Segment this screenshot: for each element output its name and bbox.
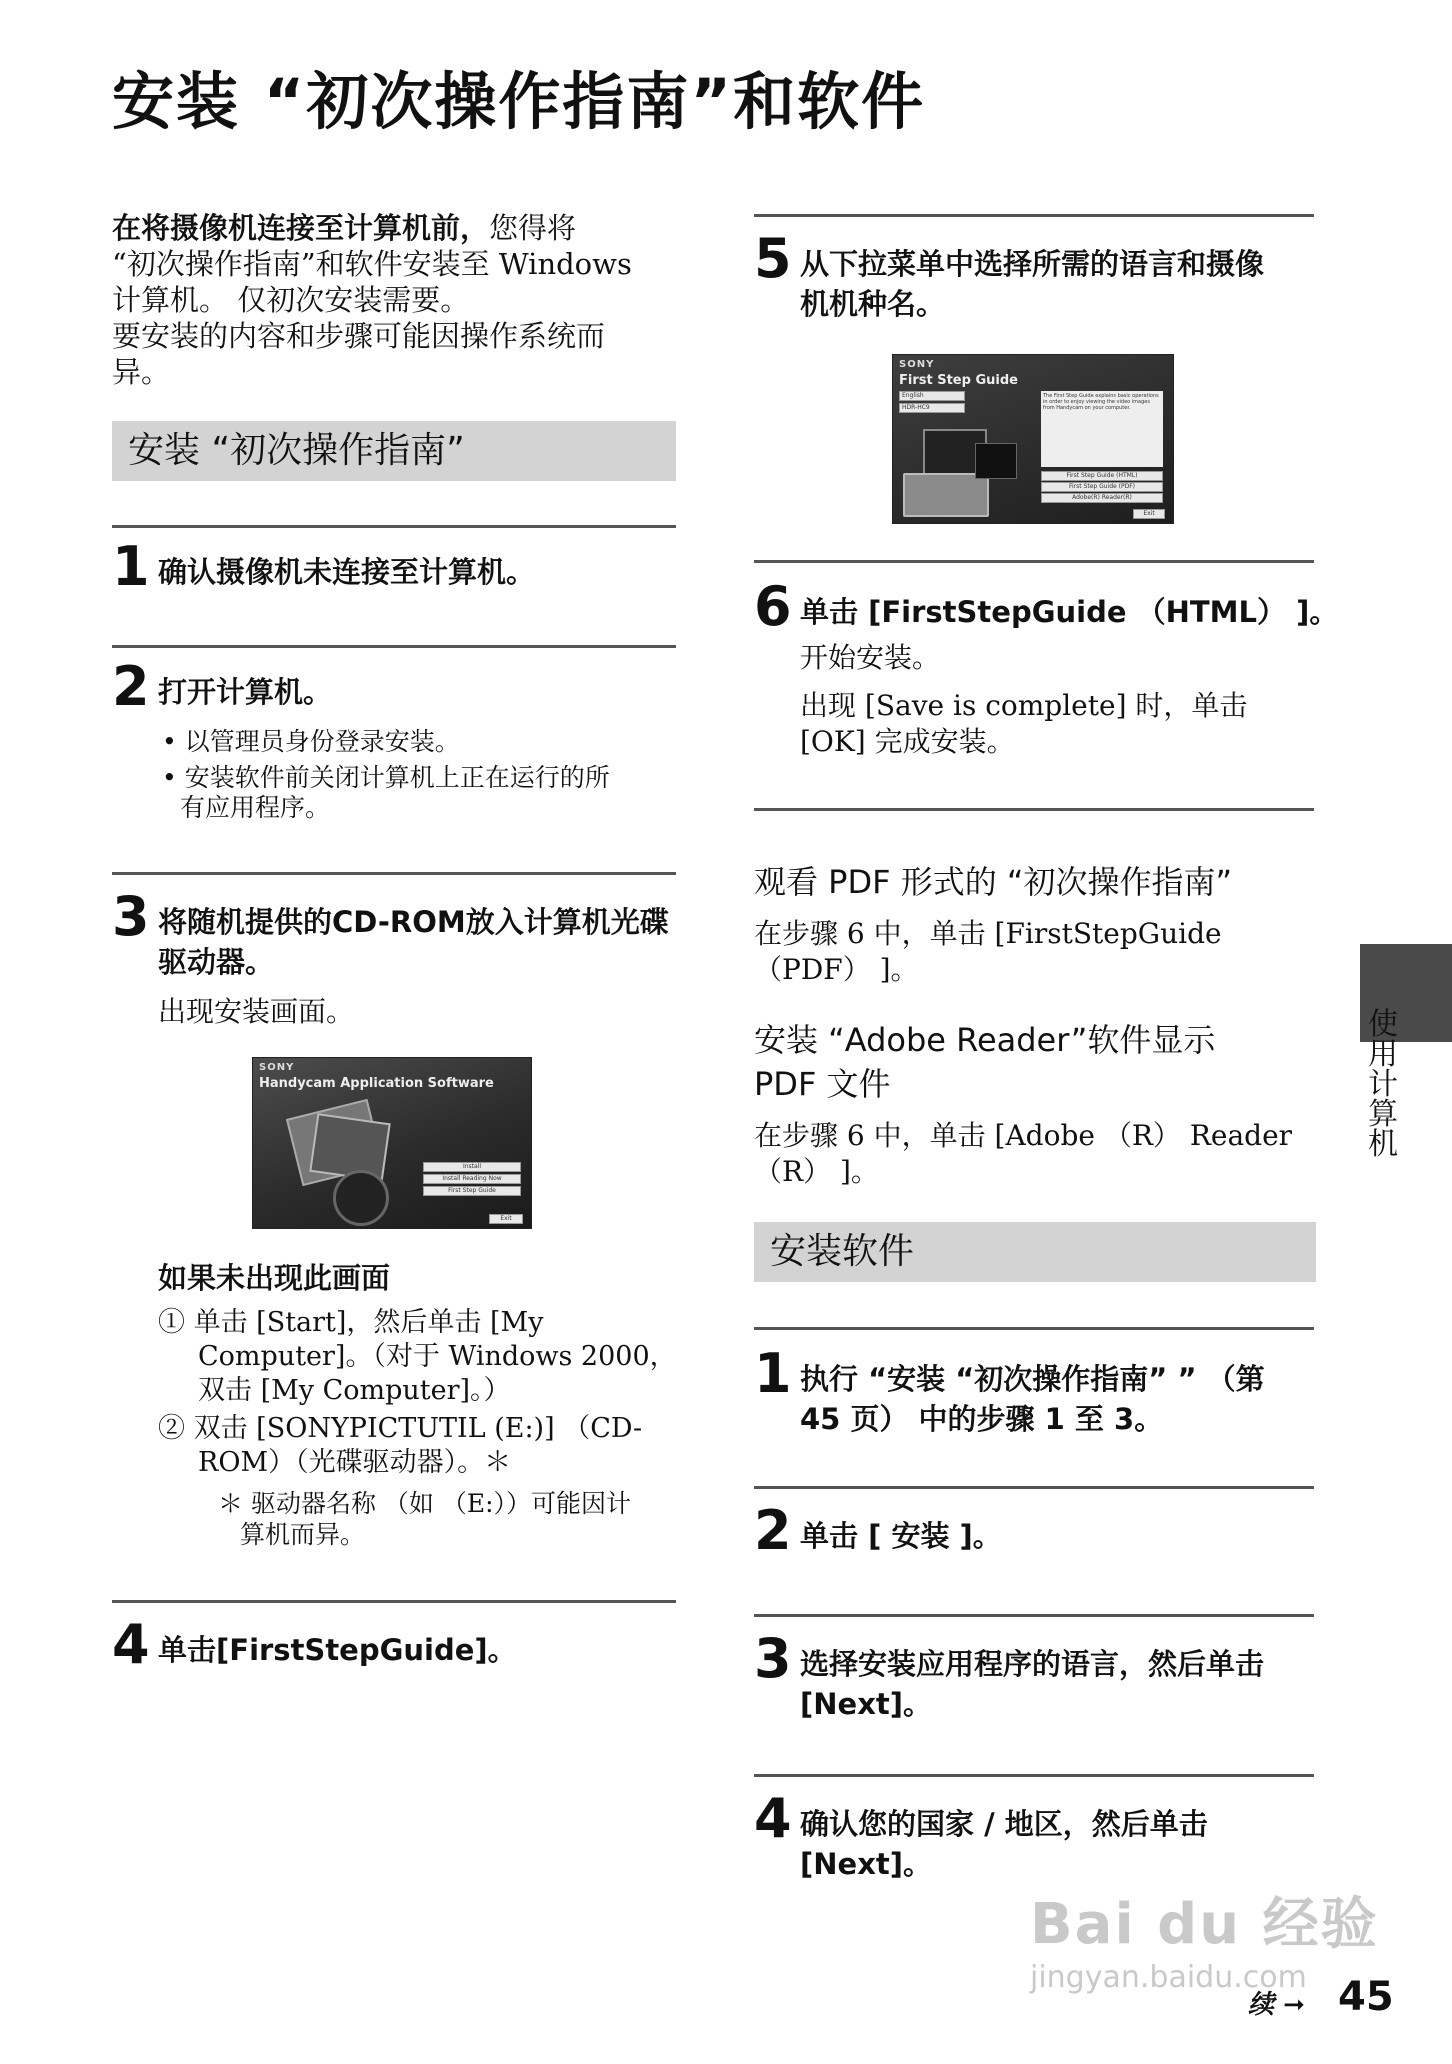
section-install-software: 安装软件: [754, 1222, 1316, 1282]
intro-line1: 您得将: [489, 211, 577, 245]
step-text: 单击[FirstStepGuide]。: [158, 1633, 517, 1667]
step-number: 5: [754, 227, 792, 290]
step-number: 6: [754, 575, 792, 638]
step-text-line2: [Next]。: [800, 1847, 933, 1881]
page-title: 安装 “初次操作指南”和软件: [112, 65, 926, 138]
continued-text: 续: [1248, 1990, 1275, 2020]
step-6-click-html: [754, 575, 1339, 780]
note-line2: 算机而异。: [240, 1520, 366, 1549]
section-install-guide: 安装 “初次操作指南”: [112, 421, 676, 481]
pdf-view-heading: 观看 PDF 形式的 “初次操作指南”: [754, 863, 1233, 901]
language-dropdown[interactable]: English: [899, 391, 965, 401]
first-step-guide-screen-image: [892, 354, 1174, 524]
screen-title: Handycam Application Software: [259, 1076, 494, 1091]
side-tab-label: 使用计算机: [1368, 1007, 1398, 1162]
intro-line5: 异。: [112, 355, 171, 389]
guide-pdf-button[interactable]: First Step Guide (PDF): [1041, 482, 1163, 492]
divider: [112, 872, 676, 875]
baidu-watermark-url: jingyan.baidu.com: [1030, 1960, 1307, 1995]
step-number: 3: [754, 1627, 792, 1690]
adobe-heading-line2: PDF 文件: [754, 1065, 891, 1103]
book-stack-graphic: [975, 443, 1017, 479]
arrow-right-icon: ➞: [1283, 1990, 1305, 2020]
model-dropdown[interactable]: HDR-HC9: [899, 403, 965, 413]
if-not-shown-list: [158, 1306, 678, 1550]
intro-line4: 要安装的内容和步骤可能因操作系统而: [112, 319, 606, 353]
sony-logo: SONY: [899, 359, 935, 370]
page-number: 45: [1338, 1974, 1394, 2020]
bullet-close-apps: • 安装软件前关闭计算机上正在运行的所: [162, 763, 610, 792]
step-text: 单击 [ 安装 ]。: [800, 1519, 1002, 1553]
bullet-admin: • 以管理员身份登录安装。: [162, 727, 460, 756]
step-number: 2: [754, 1499, 792, 1562]
step-2-power: [112, 655, 682, 830]
guide-html-button[interactable]: First Step Guide (HTML): [1041, 471, 1163, 481]
step-text-line1: 选择安装应用程序的语言，然后单击: [800, 1647, 1265, 1681]
step-sub-start: 开始安装。: [800, 641, 941, 674]
first-step-guide-button[interactable]: First Step Guide: [423, 1186, 521, 1196]
divider: [754, 1486, 1314, 1489]
book-graphic: [903, 473, 989, 517]
software-step-3: [754, 1627, 1334, 1732]
software-step-4: [754, 1787, 1334, 1892]
divider: [754, 1327, 1314, 1330]
divider: [754, 214, 1314, 217]
step-text-line2: 机机种名。: [800, 287, 946, 321]
step-text-line1: 从下拉菜单中选择所需的语言和摄像: [800, 247, 1265, 281]
step-text-line2: 驱动器。: [158, 945, 275, 979]
step-number: 1: [754, 1342, 792, 1405]
note-line1: ＊ 驱动器名称 （如 （E:））可能因计: [218, 1489, 632, 1518]
adobe-reader-button[interactable]: Adobe(R) Reader(R): [1041, 493, 1163, 503]
divider: [112, 645, 676, 648]
pdf-view-text-line2: （PDF） ]。: [754, 953, 919, 986]
step-number: 4: [112, 1613, 150, 1676]
step-number: 4: [754, 1787, 792, 1850]
step-text: 单击 [FirstStepGuide （HTML） ]。: [800, 595, 1339, 629]
screen-title: First Step Guide: [899, 373, 1018, 388]
item-1-line2: Computer]。（对于 Windows 2000，: [198, 1341, 677, 1372]
step-3-insert-cd: [112, 885, 692, 1040]
step-sub-save-line2: [OK] 完成安装。: [800, 725, 1015, 758]
step-text: 打开计算机。: [158, 675, 333, 709]
baidu-watermark-logo: Bai du 经验: [1030, 1892, 1379, 1957]
bullet-close-apps-cont: 有应用程序。: [180, 793, 331, 822]
disc-graphic: [333, 1170, 389, 1226]
install-reading-button[interactable]: Install Reading Now: [423, 1174, 521, 1184]
intro-line3: 计算机。 仅初次安装需要。: [112, 283, 470, 317]
description-panel: The First Step Guide explains basic operations in order to enjoy viewing the video images from Handycam on your computer.: [1041, 391, 1163, 467]
step-sub: 出现安装画面。: [158, 995, 355, 1028]
step-text-line1: 执行 “安装 “初次操作指南” ” （第: [800, 1362, 1265, 1396]
step-text-line2: 45 页） 中的步骤 1 至 3。: [800, 1402, 1164, 1436]
divider: [754, 560, 1314, 563]
intro-paragraph: [112, 210, 682, 390]
exit-button[interactable]: Exit: [489, 1214, 523, 1224]
software-step-1: [754, 1342, 1334, 1447]
intro-lead: 在将摄像机连接至计算机前，: [112, 211, 490, 245]
exit-button[interactable]: Exit: [1133, 509, 1165, 519]
software-step-2: [754, 1499, 1334, 1564]
item-2-line2: ROM）（光碟驱动器）。＊: [198, 1447, 512, 1478]
divider: [754, 1774, 1314, 1777]
install-screen-image: [252, 1057, 532, 1229]
step-sub-save-line1: 出现 [Save is complete] 时，单击: [800, 689, 1248, 722]
step-text-line1: 确认您的国家 / 地区，然后单击: [800, 1807, 1208, 1841]
divider: [754, 1614, 1314, 1617]
item-1-line1: ① 单击 [Start]，然后单击 [My: [158, 1307, 544, 1338]
adobe-heading-line1: 安装 “Adobe Reader”软件显示: [754, 1021, 1216, 1059]
sony-logo: SONY: [259, 1062, 295, 1073]
item-1-line3: 双击 [My Computer]。）: [198, 1375, 511, 1406]
install-button[interactable]: Install: [423, 1162, 521, 1172]
adobe-text-line1: 在步骤 6 中，单击 [Adobe （R） Reader: [754, 1119, 1293, 1152]
divider: [112, 1600, 676, 1603]
step-text-line1: 将随机提供的CD-ROM放入计算机光碟: [158, 905, 669, 939]
step-5-select-language: [754, 227, 1334, 332]
step-1-confirm: [112, 535, 682, 600]
item-2-line1: ② 双击 [SONYPICTUTIL (E:)] （CD-: [158, 1413, 643, 1444]
step-number: 3: [112, 885, 150, 948]
intro-line2: “初次操作指南”和软件安装至 Windows: [112, 247, 632, 281]
divider: [754, 808, 1314, 811]
step-number: 2: [112, 655, 150, 718]
continued-label: [1248, 1984, 1305, 2021]
step-text: 确认摄像机未连接至计算机。: [158, 555, 536, 589]
adobe-text-line2: （R） ]。: [754, 1155, 879, 1188]
step-text-line2: [Next]。: [800, 1687, 933, 1721]
divider: [112, 525, 676, 528]
step-4-click-guide: [112, 1613, 682, 1678]
step-number: 1: [112, 535, 150, 598]
if-not-shown-heading: 如果未出现此画面: [158, 1261, 391, 1295]
pdf-view-text-line1: 在步骤 6 中，单击 [FirstStepGuide: [754, 917, 1222, 950]
